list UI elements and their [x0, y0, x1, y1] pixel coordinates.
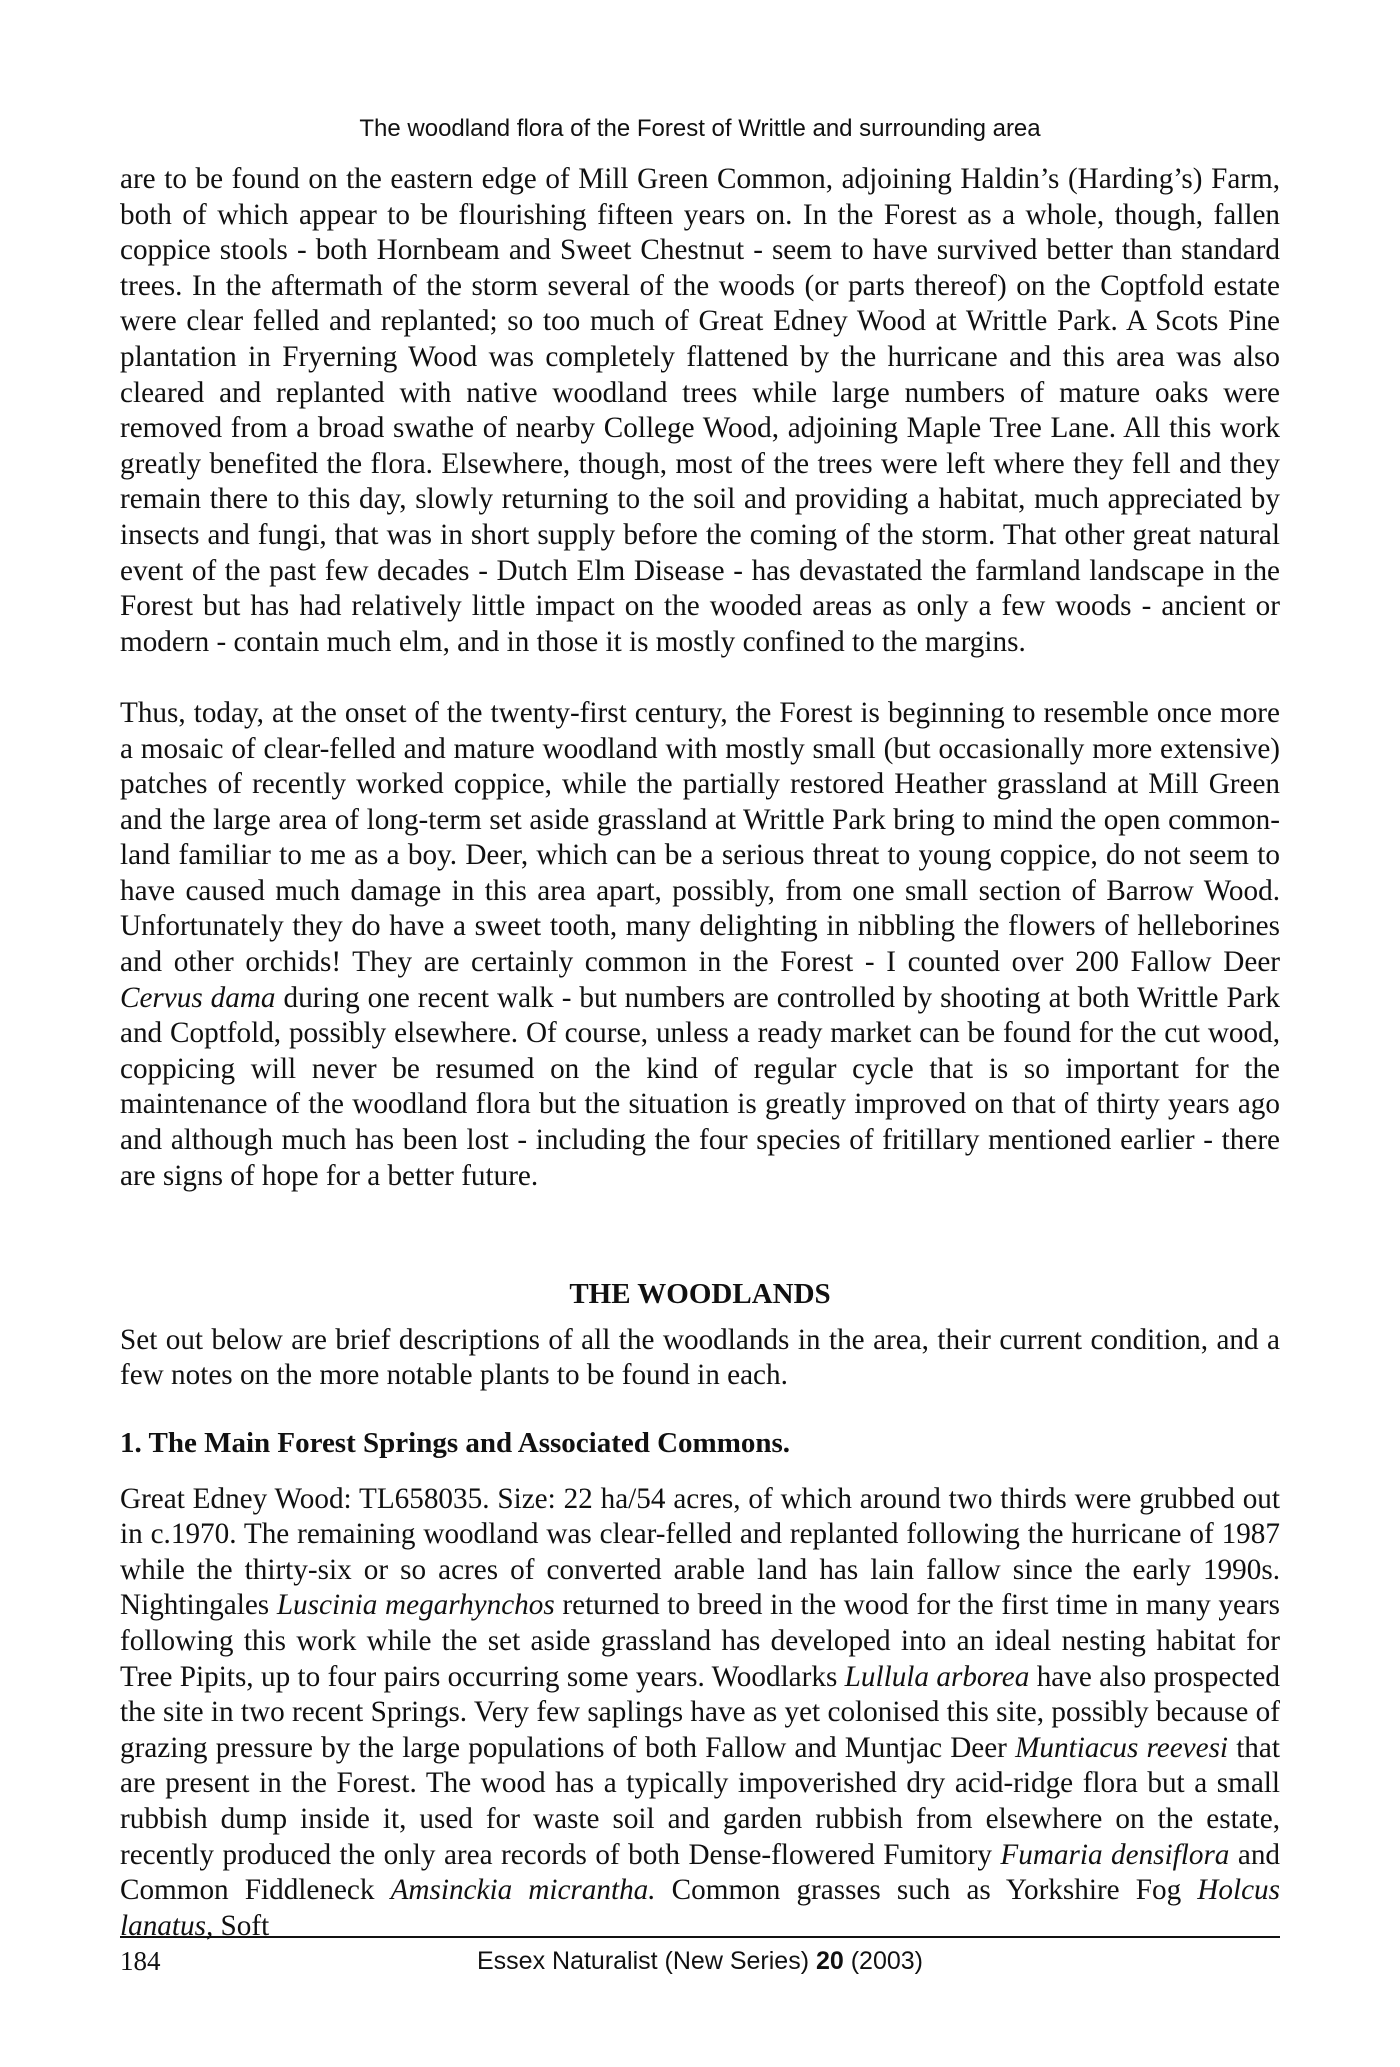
- paragraph-text: Common grasses such as Yorkshire Fog: [655, 1874, 1198, 1907]
- species-name: Luscinia megarhynchos: [276, 1589, 555, 1622]
- journal-volume: 20: [815, 1947, 844, 1975]
- paragraph-text: Great Edney Wood: TL658035. Size: 22 ha/54 acres, of which around two thirds were grubbed out in c.1970. The remaining woodland was clear-felled and replanted following the hurricane of 1987 while the thirty-six or so acres of converted arable land has lain fallow since the early 1990s. Nightingales: [120, 1482, 1280, 1622]
- species-name: Lullula arborea: [844, 1660, 1030, 1693]
- paragraph-text: Soft: [213, 1909, 270, 1942]
- species-name: Fumaria densiflora: [1000, 1838, 1230, 1871]
- subsection-heading: 1. The Main Forest Springs and Associated Commons.: [120, 1427, 791, 1459]
- species-name: Muntiacus reevesi: [1015, 1731, 1229, 1764]
- paragraph-text: during one recent walk - but numbers are controlled by shooting at both Writtle Park and Coptfold, possibly elsewhere. Of course, unless a ready market can be found for the cut wood, coppicing will never be resumed on the kind of regular cycle that is so important for the maintenance of the woodland flora but the situation is greatly improved on that of thirty years ago and although much has been lost - including the four species of fritillary mentioned earlier - there are signs of hope for a better future.: [120, 981, 1280, 1192]
- journal-citation: [0, 1944, 1400, 1978]
- species-name: Amsinckia micrantha.: [390, 1874, 656, 1907]
- page-number: 184: [120, 1946, 161, 1976]
- section-heading: THE WOODLANDS: [569, 1278, 831, 1311]
- paragraph-introduction: Set out below are brief descriptions of all the woodlands in the area, their current condition, and a few notes on the more notable plants to be found in each.: [120, 1323, 1280, 1392]
- journal-name: Essex Naturalist (New Series): [476, 1947, 816, 1975]
- paragraph-text: Thus, today, at the onset of the twenty-first century, the Forest is beginning to resemble once more a mosaic of clear-felled and mature woodland with mostly small (but occasionally more extensive) patches of recently worked coppice, while the partially restored Heather grassland at Mill Green and the large area of long-term set aside grassland at Writtle Park bring to mind the open common-land familiar to me as a boy. Deer, which can be a serious threat to young coppice, do not seem to have caused much damage in this area apart, possibly, from one small section of Barrow Wood. Unfortunately they do have a sweet tooth, many delighting in nibbling the flowers of helleborines and other orchids! They are certainly common in the Forest - I counted over 200 Fallow Deer: [120, 696, 1280, 979]
- species-name: Cervus dama: [120, 981, 276, 1014]
- paragraph-great-edney-wood: [120, 1482, 1280, 1945]
- paragraph-text: and Common Fiddleneck: [120, 1838, 1281, 1907]
- body-text: [120, 162, 1280, 1944]
- journal-year: (2003): [843, 1947, 923, 1975]
- paragraph-storm-aftermath: are to be found on the eastern edge of Mill Green Common, adjoining Haldin’s (Harding’s) Farm, both of which appear to be flourishing fifteen years on. In the Forest as a whole, though, fallen coppice stools - both Hornbeam and Sweet Chestnut - seem to have survived better than standard trees. In the aftermath of the storm several of the woods (or parts thereof) on the Coptfold estate were clear felled and replanted; so too much of Great Edney Wood at Writtle Park. A Scots Pine plantation in Fryerning Wood was completely flattened by the hurricane and this area was also cleared and replanted with native woodland trees while large numbers of mature oaks were removed from a broad swathe of nearby College Wood, adjoining Maple Tree Lane. All this work greatly benefited the flora. Elsewhere, though, most of the trees were left where they fell and they remain there to this day, slowly returning to the soil and providing a habitat, much appreciated by insects and fungi, that was in short supply before the coming of the storm. That other great natural event of the past few decades - Dutch Elm Disease - has devastated the farmland landscape in the Forest but has had relatively little impact on the wooded areas as only a few woods - ancient or modern - contain much elm, and in those it is mostly confined to the margins.: [120, 163, 1280, 658]
- paragraph-text: that are present in the Forest. The wood has a typically impoverished dry acid-ridge flora but a small rubbish dump inside it, used for waste soil and garden rubbish from elsewhere on the estate, recently produced the only area records of both Dense-flowered Fumitory: [120, 1731, 1280, 1871]
- running-header: The woodland flora of the Forest of Writtle and surrounding area: [359, 115, 1041, 142]
- paragraph-text: have also prospected the site in two recent Springs. Very few saplings have as yet colonised this site, possibly because of grazing pressure by the large populations of both Fallow and Muntjac Deer: [120, 1660, 1280, 1764]
- species-name: Holcus lanatus,: [120, 1874, 1280, 1942]
- paragraph-present-day: [120, 696, 1280, 1194]
- footer-divider: [120, 1936, 1280, 1938]
- paragraph-text: returned to breed in the wood for the first time in many years following this work while the set aside grassland has developed into an ideal nesting habitat for Tree Pipits, up to four pairs occurring some years. Woodlarks: [120, 1589, 1280, 1693]
